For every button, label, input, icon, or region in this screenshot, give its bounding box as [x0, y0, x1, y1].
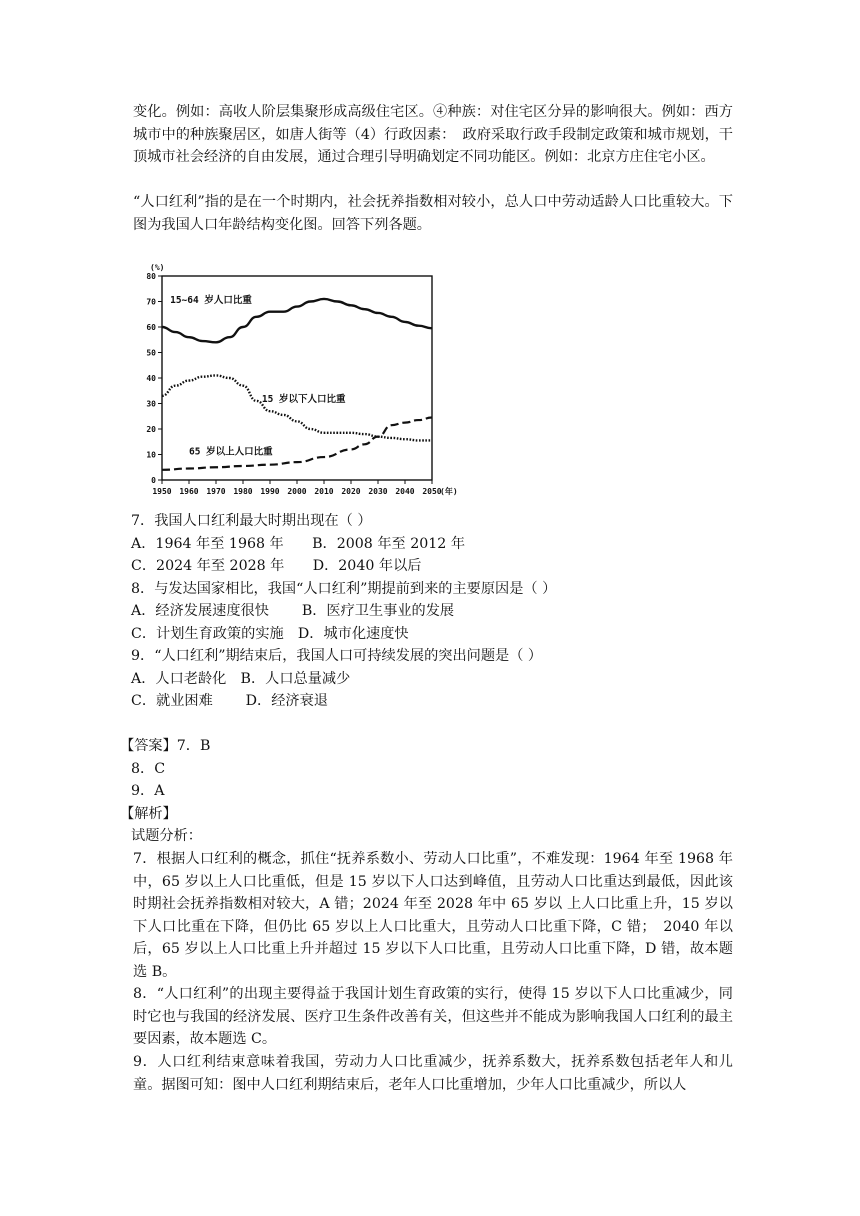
intro-paragraph-2: “人口红利”指的是在一个时期内，社会抚养指数相对较小，总人口中劳动适龄人口比重较大。下图为我国人口年龄结构变化图。回答下列各题。: [133, 194, 733, 233]
x-tick-label: 1950: [152, 487, 172, 496]
y-tick-label: 80: [146, 272, 156, 281]
question-7-options-ab: A．1964 年至 1968 年 B．2008 年至 2012 年: [131, 536, 466, 552]
x-tick-label: 1960: [179, 487, 199, 496]
chart-series: [162, 299, 432, 470]
answer-7: 【答案】7．B: [120, 738, 211, 754]
x-tick-label: 1980: [233, 487, 253, 496]
x-tick-label: 1970: [206, 487, 226, 496]
analysis-heading: 【解析】: [120, 806, 177, 822]
y-tick-label: 30: [146, 399, 156, 409]
y-axis-label: (%): [150, 263, 165, 272]
explanation-8: 8．“人口红利”的出现主要得益于我国计划生育政策的实行，使得 15 岁以下人口比重减少，同时它也与我国的经济发展、医疗卫生条件改善有关，但这些并不能成为影响我国人口红利的最主要因素，故本题选 C。: [133, 986, 733, 1047]
question-8-options-ab: A．经济发展速度很快 B．医疗卫生事业的发展: [131, 603, 455, 619]
analysis-subheading: 试题分析：: [131, 828, 202, 844]
series-annotation: 65 岁以上人口比重: [189, 446, 273, 458]
question-7-options-cd: C．2024 年至 2028 年 D．2040 年以后: [131, 558, 422, 574]
y-tick-label: 60: [146, 323, 156, 332]
series-line: [162, 375, 432, 440]
y-tick-label: 70: [146, 297, 156, 307]
series-annotation: 15 岁以下人口比重: [261, 394, 346, 406]
question-9-options-ab: A．人口老龄化 B．人口总量减少: [131, 671, 351, 687]
x-tick-label: 2030: [368, 487, 388, 496]
answer-8: 8．C: [131, 761, 166, 777]
x-tick-label: 2040: [395, 487, 415, 496]
x-tick-label: 2020: [341, 487, 361, 496]
x-tick-label: 2010: [314, 487, 334, 496]
question-9-options-cd: C．就业困难 D．经济衰退: [131, 693, 328, 709]
question-7: 7．我国人口红利最大时期出现在（ ）: [131, 513, 372, 529]
series-annotation: 15~64 岁人口比重: [170, 294, 252, 306]
x-tick-label: 2000: [287, 487, 307, 496]
y-tick-label: 0: [151, 476, 156, 485]
y-tick-label: 20: [146, 425, 156, 434]
y-tick-label: 10: [146, 450, 156, 460]
answer-9: 9．A: [131, 783, 165, 799]
chart-labels: [170, 294, 346, 458]
series-line: [162, 418, 432, 470]
question-8-options-cd: C．计划生育政策的实施 D．城市化速度快: [131, 626, 409, 642]
y-tick-label: 50: [146, 348, 156, 358]
explanation-7: 7．根据人口红利的概念，抓住“抚养系数小、劳动人口比重”，不难发现：1964 年至 1968 年中，65 岁以上人口比重低，但是 15 岁以下人口达到峰值，且劳动人口比重达到最低，因此该时期社会抚养指数相对较大，A 错；2024 年至 2028 年中 65 岁以 上人口比重上升，15 岁以下人口比重在下降，但仍比 65 岁以上人口比重大，且劳动人口比重下降，C 错； 2040 年以后，65 岁以上人口比重上升并超过 15 岁以下人口比重，且劳动人口比重下降，D 错，故本题选 B。: [133, 851, 733, 980]
question-9: 9．“人口红利”期结束后，我国人口可持续发展的突出问题是（ ）: [131, 648, 543, 664]
y-tick-label: 40: [146, 374, 156, 383]
explanation-9: 9．人口红利结束意味着我国，劳动力人口比重减少，抚养系数大，抚养系数包括老年人和儿童。据图可知：图中人口红利期结束后，老年人口比重增加，少年人口比重减少，所以人: [133, 1054, 733, 1093]
x-tick-label: 1990: [260, 487, 280, 496]
question-8: 8．与发达国家相比，我国“人口红利”期提前到来的主要原因是（ ）: [131, 581, 557, 597]
x-tick-label: 2050: [422, 487, 442, 496]
population-age-structure-chart: [134, 260, 480, 500]
intro-paragraph-1: 变化。例如：高收人阶层集聚形成高级住宅区。④种族：对住宅区分异的影响很大。例如：西方城市中的种族聚居区，如唐人街等（4）行政因素： 政府采取行政手段制定政策和城市规划，干顶城市社会经济的自由发展，通过合理引导明确划定不同功能区。例如：北京方庄住宅小区。: [133, 104, 733, 165]
x-axis-label: (年): [440, 487, 458, 496]
